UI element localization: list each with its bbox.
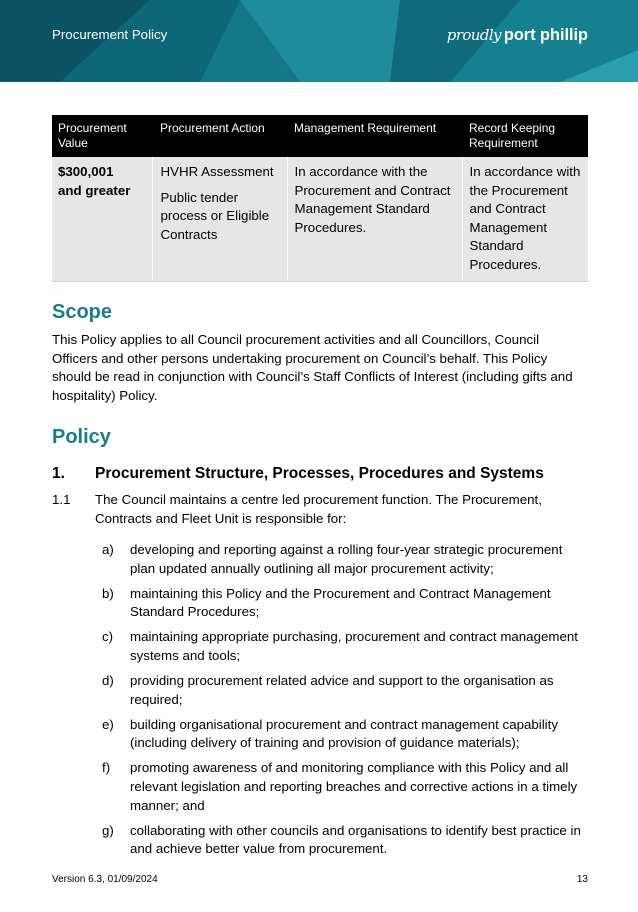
policy-heading: Policy bbox=[52, 426, 111, 448]
scope-paragraph: This Policy applies to all Council procurement activities and all Councillors, Council Officers and other persons undertaking procurement on Council’s behalf. This Policy should be read in conjunction with Council’s Staff Conflicts of Interest (including gifts and hospitality) Policy. bbox=[52, 332, 573, 403]
list-item-text: developing and reporting against a rolling four-year strategic procurement plan updated annually outlining all major procurement activity; bbox=[130, 542, 563, 576]
list-item bbox=[95, 716, 588, 753]
clause-text: The Council maintains a centre led procurement function. The Procurement, Contracts and Fleet Unit is responsible for: bbox=[95, 492, 542, 526]
table-header-row bbox=[52, 115, 588, 157]
procurement-action-line: Public tender process or Eligible Contracts bbox=[160, 189, 270, 242]
record-keeping-cell: In accordance with the Procurement and Contract Management Standard Procedures. bbox=[462, 157, 588, 282]
list-item bbox=[95, 541, 588, 578]
footer-version: Version 6.3, 01/09/2024 bbox=[52, 874, 158, 885]
column-header-procurement-action: Procurement Action bbox=[152, 115, 287, 157]
page-number: 13 bbox=[576, 874, 588, 885]
column-header-record-keeping: Record Keeping Requirement bbox=[462, 115, 588, 157]
logo-wordmark: port phillip bbox=[503, 26, 588, 44]
procurement-action-cell bbox=[152, 157, 287, 282]
clause-1-1 bbox=[52, 491, 588, 528]
procurement-value-cell: $300,001 and greater bbox=[52, 157, 152, 282]
list-item-label: a) bbox=[102, 542, 114, 557]
section-number: 1. bbox=[52, 465, 65, 482]
section-heading bbox=[52, 464, 588, 484]
list-item-label: c) bbox=[102, 629, 114, 645]
list-item-text: collaborating with other councils and organisations to identify best practice in and achieve better value from procurement. bbox=[130, 822, 581, 857]
table-row bbox=[52, 157, 588, 282]
list-item bbox=[95, 759, 588, 815]
list-item bbox=[95, 628, 588, 665]
scope-heading: Scope bbox=[52, 301, 113, 323]
procurement-threshold-table bbox=[52, 115, 588, 282]
clause-number: 1.1 bbox=[52, 492, 71, 507]
list-item-text: providing procurement related advice and support to the organisation as required; bbox=[130, 673, 554, 707]
column-header-management-requirement: Management Requirement bbox=[287, 115, 462, 157]
responsibility-list bbox=[95, 541, 588, 865]
list-item-label: b) bbox=[102, 585, 114, 601]
list-item-label: d) bbox=[102, 673, 114, 689]
council-logo bbox=[447, 22, 588, 48]
list-item-label: e) bbox=[102, 716, 114, 732]
management-requirement-cell: In accordance with the Procurement and Contract Management Standard Procedures. bbox=[287, 157, 462, 282]
list-item-text: promoting awareness of and monitoring compliance with this Policy and all relevant legislation and reporting breaches and corrective actions in a timely manner; and bbox=[130, 760, 578, 813]
list-item-text: maintaining appropriate purchasing, procurement and contract management systems and tools; bbox=[130, 629, 578, 663]
list-item-text: building organisational procurement and contract management capability (including delivery of training and provision of guidance materials); bbox=[130, 716, 558, 751]
section-title: Procurement Structure, Processes, Procedures and Systems bbox=[95, 465, 544, 482]
list-item-text: maintaining this Policy and the Procurement and Contract Management Standard Procedures; bbox=[130, 585, 551, 620]
logo-script: proudly bbox=[446, 26, 501, 44]
list-item bbox=[95, 672, 588, 709]
list-item bbox=[95, 822, 588, 859]
list-item bbox=[95, 585, 588, 622]
list-item-label: f) bbox=[102, 760, 111, 776]
header-banner bbox=[0, 0, 638, 82]
column-header-procurement-value: Procurement Value bbox=[52, 115, 152, 157]
document-title: Procurement Policy bbox=[52, 27, 168, 42]
list-item-label: g) bbox=[102, 822, 114, 838]
procurement-action-line: HVHR Assessment bbox=[160, 164, 274, 179]
